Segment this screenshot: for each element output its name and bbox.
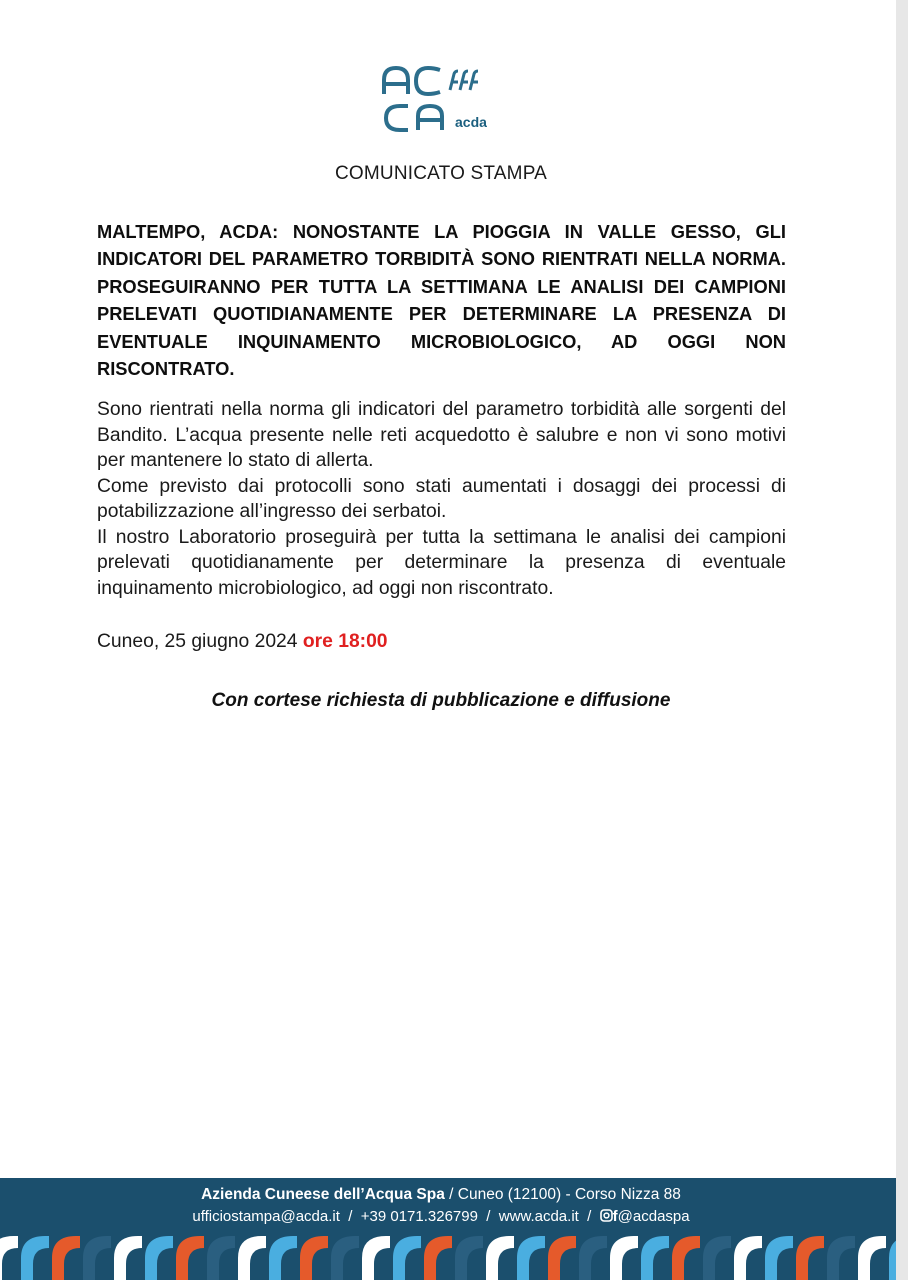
company-address: / Cuneo (12100) - Corso Nizza 88	[444, 1186, 681, 1203]
place-date: Cuneo, 25 giugno 2024	[97, 631, 298, 652]
wave-shape	[21, 1236, 49, 1280]
wave-shape	[238, 1236, 266, 1280]
footer	[0, 1178, 896, 1280]
wave-shape	[579, 1236, 607, 1280]
logo-wordmark: acda	[455, 114, 487, 130]
wave-shape	[641, 1236, 669, 1280]
closing-request: Con cortese richiesta di pubblicazione e diffusione	[211, 690, 671, 711]
social-icons	[600, 1208, 618, 1225]
company-name: Azienda Cuneese dell’Acqua Spa	[201, 1186, 445, 1203]
facebook-icon[interactable]: f	[612, 1208, 618, 1225]
wave-shape	[734, 1236, 762, 1280]
wave-shape	[517, 1236, 545, 1280]
headline: MALTEMPO, ACDA: NONOSTANTE LA PIOGGIA IN VALLE GESSO, GLI INDICATORI DEL PARAMETRO TORBIDITÀ SONO RIENTRATI NELLA NORMA. PROSEGUIRANNO PER TUTTA LA SETTIMANA LE ANALISI DEI CAMPIONI PRELEVATI QUOTIDIANAMENTE PER DETERMINARE LA PRESENZA DI EVENTUALE INQUINAMENTO MICROBIOLOGICO, AD OGGI NON RISCONTRATO.	[97, 221, 786, 380]
wave-shape	[424, 1236, 452, 1280]
wave-shape	[703, 1236, 731, 1280]
wave-shape	[145, 1236, 173, 1280]
body-paragraph-1: Sono rientrati nella norma gli indicatori del parametro torbidità alle sorgenti del Bandito. L’acqua presente nelle reti acquedotto è salubre e non vi sono motivi per mantenere lo stato di allerta.	[97, 399, 786, 471]
email-link[interactable]: ufficiostampa@acda.it	[192, 1208, 340, 1225]
wave-shape	[52, 1236, 80, 1280]
page-edge	[896, 0, 908, 1280]
wave-shape	[83, 1236, 111, 1280]
wave-shape	[796, 1236, 824, 1280]
wave-shape	[827, 1236, 855, 1280]
footer-contacts-line: ufficiostampa@acda.it / +39 0171.326799 / www.acda.it / f@acdaspa	[192, 1208, 690, 1225]
dateline	[97, 631, 388, 653]
wave-shape	[393, 1236, 421, 1280]
wave-shape	[889, 1236, 896, 1280]
footer-wave-pattern	[0, 1228, 896, 1280]
wave-shape	[486, 1236, 514, 1280]
wave-shape	[548, 1236, 576, 1280]
time-label: ore 18:00	[302, 631, 388, 652]
document-type: COMUNICATO STAMPA	[334, 163, 548, 184]
wave-shape	[610, 1236, 638, 1280]
social-handle[interactable]: @acdaspa	[617, 1208, 690, 1225]
wave-shape	[176, 1236, 204, 1280]
wave-shape	[0, 1236, 18, 1280]
wave-shape	[331, 1236, 359, 1280]
footer-company-line	[0, 1186, 882, 1204]
wave-shape	[269, 1236, 297, 1280]
instagram-icon[interactable]	[600, 1209, 613, 1222]
body-paragraph-2: Come previsto dai protocolli sono stati aumentati i dosaggi dei processi di potabilizzazione all’ingresso dei serbatoi.	[97, 475, 786, 522]
wave-shape	[858, 1236, 886, 1280]
wave-shape	[362, 1236, 390, 1280]
phone-number: +39 0171.326799	[360, 1208, 478, 1225]
wave-shape	[300, 1236, 328, 1280]
wave-shape	[207, 1236, 235, 1280]
body-paragraph-3: Il nostro Laboratorio proseguirà per tutta la settimana le analisi dei campioni prelevati quotidianamente per determinare la presenza di eventuale inquinamento microbiologico, ad oggi non riscontrato.	[97, 526, 786, 599]
website-link[interactable]: www.acda.it	[498, 1208, 579, 1225]
wave-shape	[455, 1236, 483, 1280]
acda-logo	[380, 62, 510, 134]
wave-shape	[765, 1236, 793, 1280]
wave-shape	[114, 1236, 142, 1280]
wave-shape	[672, 1236, 700, 1280]
body-text	[97, 397, 786, 601]
